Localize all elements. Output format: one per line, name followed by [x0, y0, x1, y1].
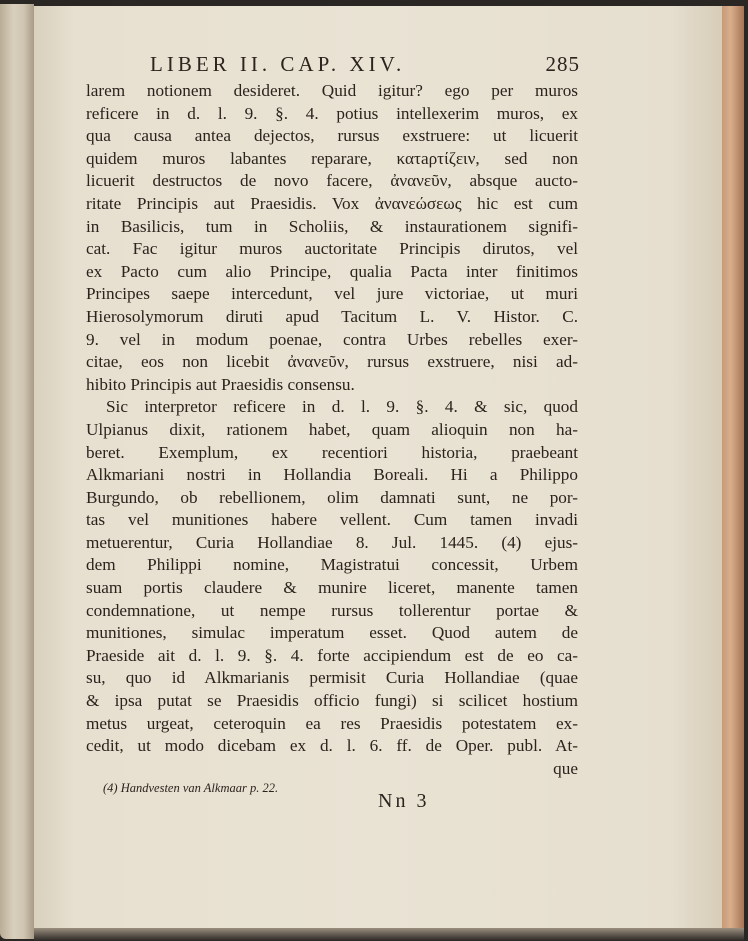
text-line: ex Pacto cum alio Principe, qualia Pacta inter finitimos [86, 261, 578, 281]
text-line: suam portis claudere & munire liceret, manente tamen [86, 578, 578, 598]
text-line: Burgundo, ob rebellionem, olim damnati sunt, ne por- [86, 487, 578, 507]
footnote: (4) Handvesten van Alkmaar p. 22. [103, 781, 279, 795]
catchword: que [553, 758, 578, 778]
bottom-shadow [34, 928, 744, 941]
page-number: 285 [545, 52, 580, 76]
text-line: 9. vel in modum poenae, contra Urbes rebelles exer- [86, 329, 578, 349]
text-line: quidem muros labantes reparare, κατaρτίζειν, sed non [86, 148, 578, 168]
text-line: Praeside ait d. l. 9. §. 4. forte accipiendum est de eo ca- [86, 645, 578, 665]
text-line: metus urgeat, ceteroquin ea res Praesidis potestatem ex- [86, 713, 578, 733]
text-line: tas vel munitiones habere vellent. Cum tamen invadi [86, 510, 578, 530]
left-page-edge [0, 4, 34, 939]
text-line: su, quo id Alkmarianis permisit Curia Hollandiae (quae [86, 668, 578, 688]
text-line: dem Philippi nomine, Magistratui concessit, Urbem [86, 555, 578, 575]
text-line: Principes saepe intercedunt, vel jure victoriae, ut muri [86, 284, 578, 304]
text-line: & ipsa putat se Praesidis officio fungi) si scilicet hostium [86, 691, 578, 711]
text-line: licuerit destructos de novo facere, ἀνανεῦν, absque aucto- [86, 171, 578, 191]
running-header [150, 52, 580, 82]
text-line: qua causa antea dejectos, rursus exstruere: ut licuerit [86, 126, 578, 146]
text-line: cedit, ut modo dicebam ex d. l. 6. ff. de Oper. publ. At- [86, 736, 578, 756]
text-line: beret. Exemplum, ex recentiori historia, praebeant [86, 442, 578, 462]
text-line: Hierosolymorum diruti apud Tacitum L. V. Histor. C. [86, 306, 578, 326]
text-line: larem notionem desideret. Quid igitur? ego per muros [86, 81, 578, 100]
text-line: reficere in d. l. 9. §. 4. potius intellexerim muros, ex [86, 103, 578, 123]
text-line: cat. Fac igitur muros auctoritate Principis dirutos, vel [86, 239, 578, 259]
text-line: hibito Principis aut Praesidis consensu. [86, 374, 355, 394]
text-line: Sic interpretor reficere in d. l. 9. §. 4. & sic, quod [106, 397, 578, 417]
chapter-title: LIBER II. CAP. XIV. [150, 52, 406, 76]
signature-mark: Nn 3 [378, 790, 430, 812]
right-book-edge [722, 6, 744, 936]
text-line: citae, eos non licebit ἀνανεῦν, rursus exstruere, nisi ad- [86, 352, 578, 372]
main-text [86, 80, 578, 780]
text-line: metuerentur, Curia Hollandiae 8. Jul. 1445. (4) ejus- [86, 532, 578, 552]
text-line: in Basilicis, tum in Scholiis, & instaurationem signifi- [86, 216, 578, 236]
text-line: condemnatione, ut nempe rursus tollerentur portae & [86, 600, 578, 620]
text-line: ritate Principis aut Praesidis. Vox ἀνανεώσεως hic est cum [86, 193, 578, 213]
text-line: Ulpianus dixit, rationem habet, quam alioquin non ha- [86, 419, 578, 439]
text-line: Alkmariani nostri in Hollandia Boreali. Hi a Philippo [86, 465, 578, 485]
text-line: munitiones, simulac imperatum esset. Quod autem de [86, 623, 578, 643]
